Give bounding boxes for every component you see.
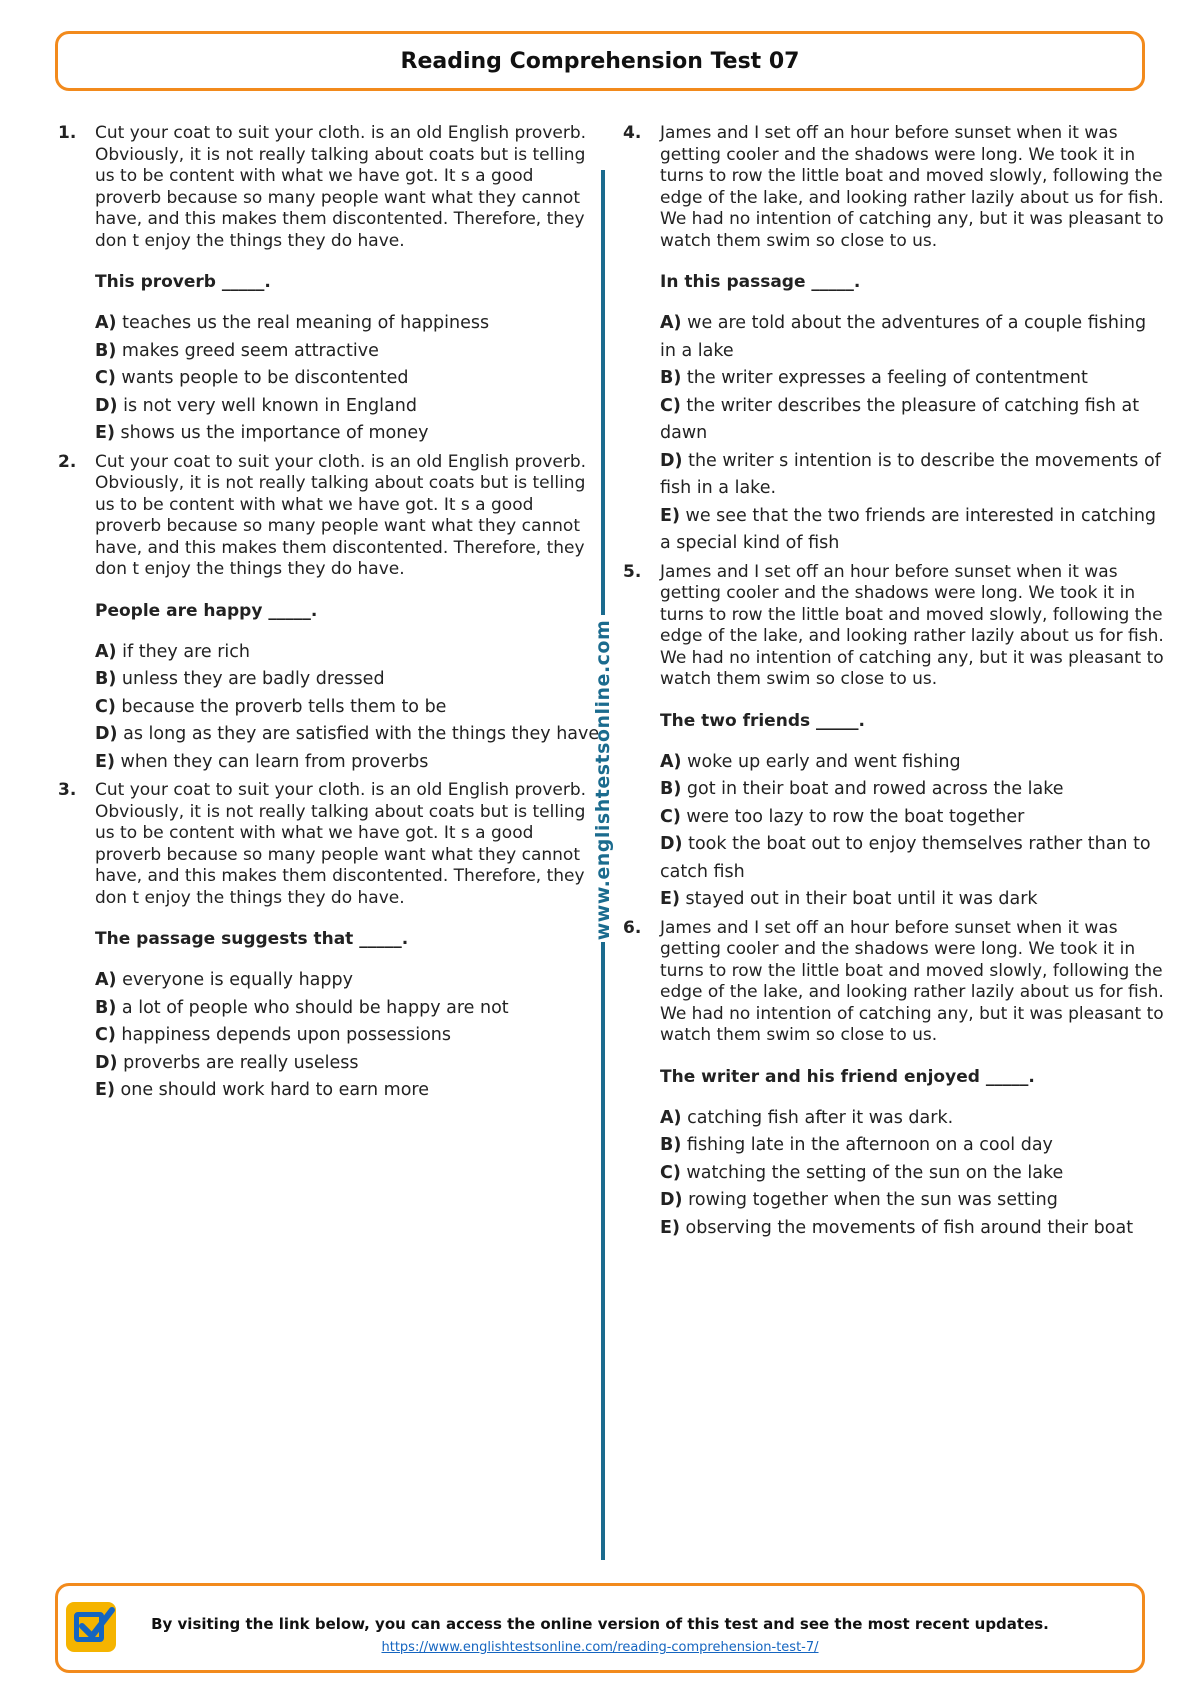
option-letter: D) — [660, 1190, 683, 1210]
question-3 — [55, 780, 600, 1105]
question-number: 3. — [58, 780, 77, 800]
option-b[interactable] — [660, 1132, 1165, 1160]
option-b[interactable] — [95, 666, 600, 694]
option-text: makes greed seem attractive — [121, 340, 379, 361]
option-text: unless they are badly dressed — [121, 669, 385, 689]
option-text: got in their boat and rowed across the lake — [686, 779, 1064, 799]
option-a[interactable] — [660, 1105, 1165, 1133]
question-4 — [620, 123, 1165, 558]
option-text: wants people to be discontented — [121, 368, 409, 388]
option-letter: D) — [95, 1052, 118, 1073]
site-watermark: www.englishtestsonline.com — [592, 619, 614, 941]
option-letter: E) — [95, 1080, 115, 1100]
option-d[interactable] — [660, 448, 1165, 503]
option-letter: E) — [660, 889, 680, 909]
option-letter: B) — [660, 368, 682, 388]
option-letter: D) — [95, 724, 118, 744]
option-a[interactable] — [95, 310, 600, 338]
option-d[interactable] — [660, 831, 1165, 886]
question-1 — [55, 123, 600, 448]
option-text: teaches us the real meaning of happiness — [122, 313, 490, 333]
option-text: we are told about the adventures of a couple fishing in a lake — [660, 313, 1147, 361]
question-stem: This proverb _____. — [95, 272, 271, 292]
passage-text: James and I set off an hour before sunset when it was getting cooler and the shadows were long. We took it in turns to row the little boat and moved slowly, following the edge of the lake, and looking rather lazily about us for fish. We had no intention of catching any, but it was pleasant to watch them swim so close to us. — [660, 917, 1164, 1045]
right-column — [620, 123, 1165, 1242]
question-stem: The writer and his friend enjoyed _____. — [660, 1066, 1035, 1087]
option-text: proverbs are really useless — [123, 1052, 359, 1073]
option-text: everyone is equally happy — [122, 970, 353, 990]
option-text: happiness depends upon possessions — [121, 1025, 451, 1045]
option-text: took the boat out to enjoy themselves rather than to catch fish — [660, 834, 1151, 882]
column-divider-top — [601, 170, 605, 615]
column-divider-bottom — [601, 942, 605, 1560]
option-letter: C) — [95, 1025, 116, 1045]
option-letter: E) — [95, 751, 115, 772]
option-a[interactable] — [95, 967, 600, 995]
option-text: watching the setting of the sun on the lake — [686, 1162, 1064, 1183]
option-text: as long as they are satisfied with the things they have — [123, 724, 600, 744]
question-stem: The passage suggests that _____. — [95, 929, 409, 949]
footer-text: By visiting the link below, you can access the online version of this test and see the most recent updates. — [151, 1615, 1049, 1633]
option-letter: A) — [660, 313, 682, 333]
option-e[interactable] — [95, 1077, 600, 1105]
option-letter: B) — [95, 669, 117, 689]
question-stem: People are happy _____. — [95, 600, 318, 621]
option-e[interactable] — [660, 1215, 1165, 1243]
option-c[interactable] — [95, 694, 600, 722]
option-letter: D) — [660, 450, 683, 471]
footer-link[interactable]: https://www.englishtestsonline.com/reading-comprehension-test-7/ — [381, 1640, 819, 1655]
options-list — [95, 639, 600, 777]
option-e[interactable] — [660, 886, 1165, 914]
option-b[interactable] — [660, 776, 1165, 804]
option-text: fishing late in the afternoon on a cool day — [686, 1135, 1053, 1155]
option-text: shows us the importance of money — [120, 423, 429, 443]
options-list — [660, 749, 1165, 914]
question-5 — [620, 562, 1165, 914]
question-stem: In this passage _____. — [660, 272, 861, 292]
passage-text: James and I set off an hour before sunset when it was getting cooler and the shadows were long. We took it in turns to row the little boat and moved slowly, following the edge of the lake, and looking rather lazily about us for fish. We had no intention of catching any, but it was pleasant to watch them swim so close to us. — [660, 123, 1164, 251]
passage-text: Cut your coat to suit your cloth. is an old English proverb. Obviously, it is not really talking about coats but is telling us to be content with what we have got. It s a good proverb because so many people want what they cannot have, and this makes them discontented. Therefore, they don t enjoy the things they do have. — [95, 780, 587, 908]
left-column — [55, 123, 600, 1105]
option-text: observing the movements of fish around their boat — [685, 1217, 1134, 1238]
option-letter: C) — [660, 1162, 681, 1183]
option-b[interactable] — [95, 995, 600, 1023]
option-letter: B) — [660, 779, 682, 799]
option-d[interactable] — [660, 1187, 1165, 1215]
option-letter: A) — [95, 970, 117, 990]
option-a[interactable] — [660, 749, 1165, 777]
option-letter: D) — [95, 395, 118, 416]
passage-text: James and I set off an hour before sunset when it was getting cooler and the shadows were long. We took it in turns to row the little boat and moved slowly, following the edge of the lake, and looking rather lazily about us for fish. We had no intention of catching any, but it was pleasant to watch them swim so close to us. — [660, 561, 1164, 689]
option-c[interactable] — [660, 1160, 1165, 1188]
options-list — [95, 310, 600, 448]
option-text: we see that the two friends are interested in catching a special kind of fish — [660, 505, 1157, 553]
option-e[interactable] — [660, 503, 1165, 558]
option-text: one should work hard to earn more — [120, 1080, 429, 1100]
options-list — [660, 1105, 1165, 1243]
options-list — [660, 310, 1165, 558]
option-letter: A) — [95, 641, 117, 662]
option-letter: A) — [95, 313, 117, 333]
option-c[interactable] — [660, 804, 1165, 832]
options-list — [95, 967, 600, 1105]
option-letter: B) — [660, 1135, 682, 1155]
option-letter: A) — [660, 1107, 682, 1128]
question-number: 4. — [623, 123, 642, 143]
option-letter: C) — [95, 696, 116, 717]
option-text: were too lazy to row the boat together — [686, 806, 1025, 827]
passage-text: Cut your coat to suit your cloth. is an old English proverb. Obviously, it is not really talking about coats but is telling us to be content with what we have got. It s a good proverb because so many people want what they cannot have, and this makes them discontented. Therefore, they don t enjoy the things they do have. — [95, 451, 587, 579]
option-letter: B) — [95, 340, 117, 361]
option-a[interactable] — [95, 639, 600, 667]
option-text: the writer s intention is to describe the movements of fish in a lake. — [660, 450, 1161, 498]
option-text: stayed out in their boat until it was dark — [685, 889, 1038, 909]
option-letter: B) — [95, 997, 117, 1018]
option-letter: A) — [660, 751, 682, 772]
option-text: a lot of people who should be happy are not — [121, 997, 509, 1018]
title-box — [55, 31, 1145, 91]
option-letter: E) — [660, 505, 680, 526]
option-text: if they are rich — [122, 641, 250, 662]
option-a[interactable] — [660, 310, 1165, 365]
question-number: 1. — [58, 123, 77, 143]
option-e[interactable] — [95, 420, 600, 448]
option-text: is not very well known in England — [123, 395, 417, 416]
option-d[interactable] — [95, 721, 600, 749]
question-6 — [620, 918, 1165, 1243]
footer-box — [55, 1583, 1145, 1673]
option-text: catching fish after it was dark. — [687, 1107, 954, 1128]
option-text: the writer describes the pleasure of catching fish at dawn — [660, 395, 1140, 443]
option-c[interactable] — [95, 1022, 600, 1050]
option-letter: E) — [660, 1217, 680, 1238]
option-c[interactable] — [660, 393, 1165, 448]
question-stem: The two friends _____. — [660, 710, 865, 731]
option-b[interactable] — [660, 365, 1165, 393]
question-number: 2. — [58, 451, 77, 472]
option-text: woke up early and went fishing — [687, 751, 961, 772]
option-d[interactable] — [95, 393, 600, 421]
option-e[interactable] — [95, 749, 600, 777]
option-text: when they can learn from proverbs — [120, 751, 429, 772]
option-d[interactable] — [95, 1050, 600, 1078]
option-letter: C) — [660, 395, 681, 416]
question-number: 5. — [623, 561, 642, 582]
option-text: because the proverb tells them to be — [121, 696, 447, 717]
page-title: Reading Comprehension Test 07 — [400, 48, 800, 74]
option-letter: C) — [660, 806, 681, 827]
option-text: rowing together when the sun was setting — [688, 1190, 1058, 1210]
passage-text: Cut your coat to suit your cloth. is an old English proverb. Obviously, it is not really talking about coats but is telling us to be content with what we have got. It s a good proverb because so many people want what they cannot have, and this makes them discontented. Therefore, they don t enjoy the things they do have. — [95, 123, 587, 251]
question-2 — [55, 452, 600, 777]
option-letter: D) — [660, 834, 683, 854]
option-c[interactable] — [95, 365, 600, 393]
option-letter: C) — [95, 368, 116, 388]
question-number: 6. — [623, 917, 642, 938]
option-b[interactable] — [95, 338, 600, 366]
option-text: the writer expresses a feeling of contentment — [686, 368, 1088, 388]
option-letter: E) — [95, 423, 115, 443]
